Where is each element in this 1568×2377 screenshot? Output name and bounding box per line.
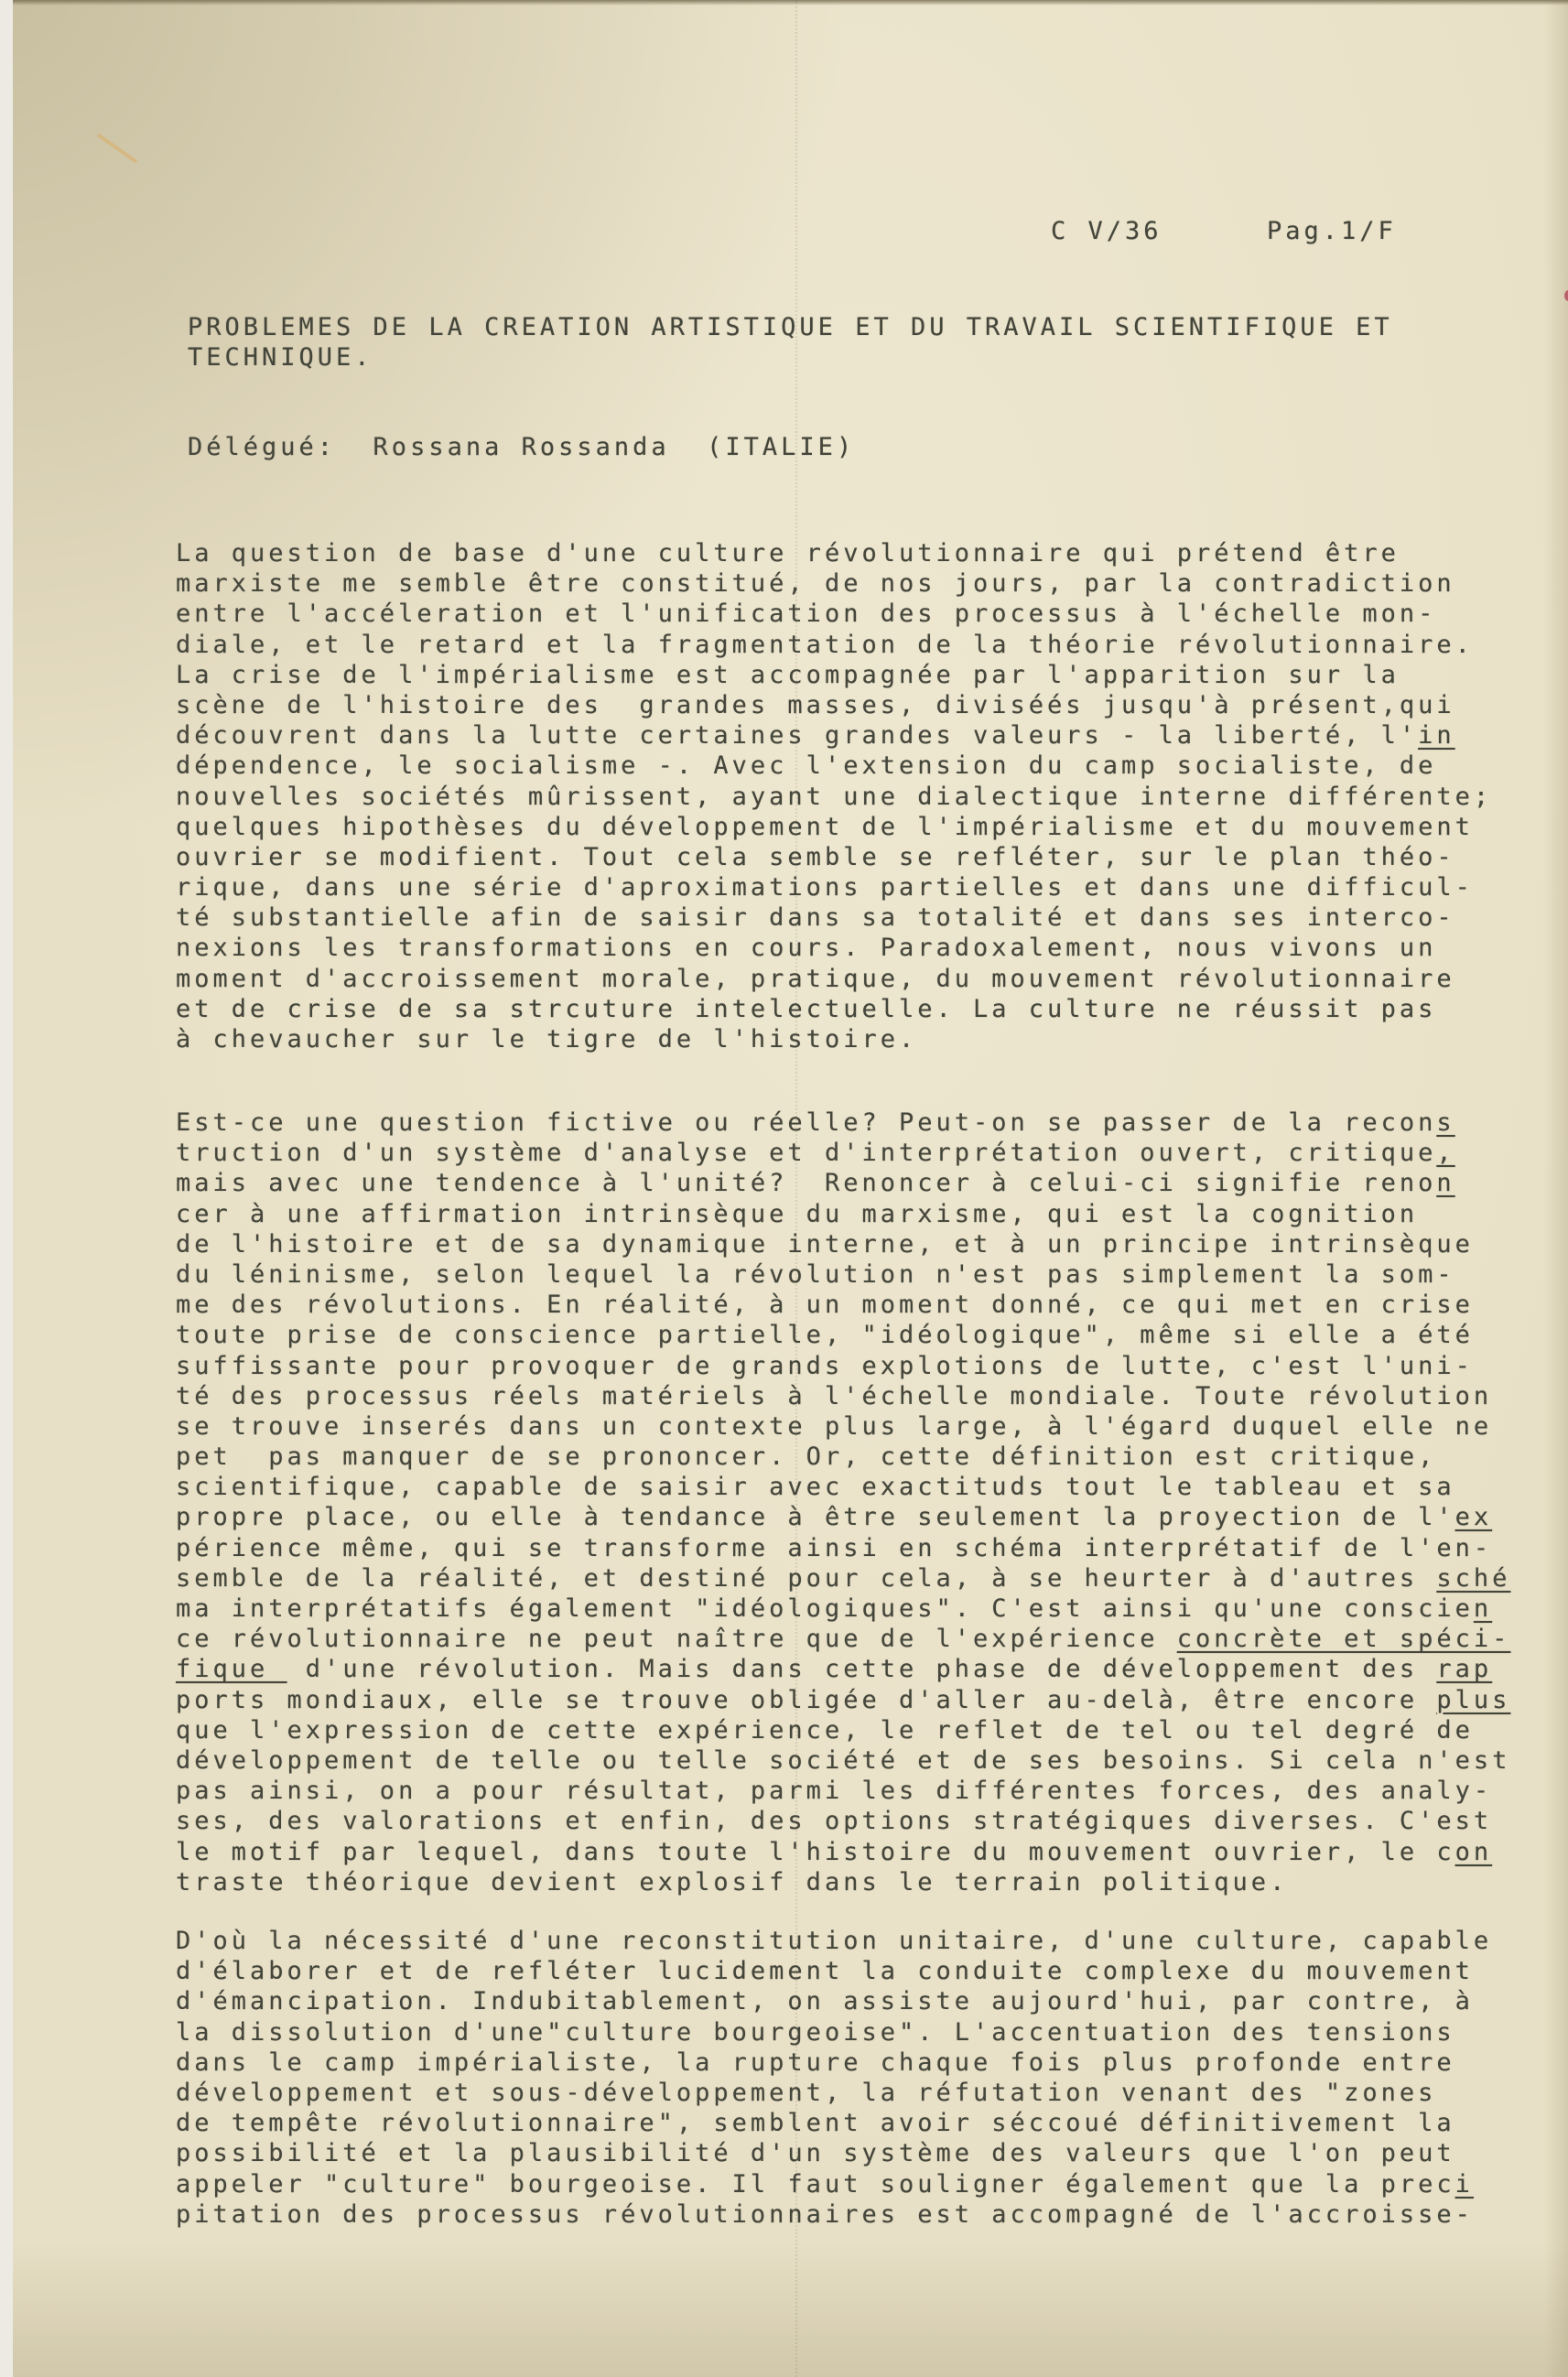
text-line: du léninisme, selon lequel la révolution n'est pas simplement la som- xyxy=(176,1259,1455,1289)
text-line: traste théorique devient explosif dans le terrain politique. xyxy=(176,1867,1289,1896)
text-line: dépendence, le socialisme -. Avec l'extension du camp socialiste, de xyxy=(176,751,1437,781)
text-line: suffissante pour provoquer de grands explotions de lutte, c'est l'uni- xyxy=(176,1351,1474,1380)
title-line-1: PROBLEMES DE LA CREATION ARTISTIQUE ET DU TRAVAIL SCIENTIFIQUE ET xyxy=(188,313,1393,341)
text-line: cer à une affirmation intrinsèque du marxisme, qui est la cognition xyxy=(176,1199,1419,1228)
text-line: ma interprétatifs également "idéologiques". C'est ainsi qu'une conscien xyxy=(176,1594,1493,1623)
text-line: propre place, ou elle à tendance à être seulement la proyection de l'ex xyxy=(176,1503,1493,1532)
text-line: semble de la réalité, et destiné pour cela, à se heurter à d'autres sché xyxy=(176,1563,1511,1593)
text-line: de l'histoire et de sa dynamique interne, et à un principe intrinsèque xyxy=(176,1229,1474,1259)
text-line: que l'expression de cette expérience, le reflet de tel ou tel degré de xyxy=(176,1715,1474,1745)
text-line: té des processus réels matériels à l'échelle mondiale. Toute révolution xyxy=(176,1381,1493,1410)
paragraph-1 xyxy=(176,538,1492,1054)
text-line: pas ainsi, on a pour résultat, parmi les différentes forces, des analy- xyxy=(176,1777,1493,1806)
text-line: d'émancipation. Indubitablement, on assiste aujourd'hui, par contre, à xyxy=(176,1987,1474,2016)
text-line: nexions les transformations en cours. Paradoxalement, nous vivons un xyxy=(176,934,1437,963)
text-line: appeler "culture" bourgeoise. Il faut souligner également que la preci xyxy=(176,2169,1474,2199)
paragraph-3 xyxy=(176,1926,1492,2230)
text-line: découvrent dans la lutte certaines grandes valeurs - la liberté, l'in xyxy=(176,721,1455,751)
text-line: développement de telle ou telle société et de ses besoins. Si cela n'est xyxy=(176,1745,1511,1775)
text-line: d'élaborer et de refléter lucidement la conduite complexe du mouvement xyxy=(176,1957,1474,1986)
text-line: à chevaucher sur le tigre de l'histoire. xyxy=(176,1025,918,1053)
doc-reference: C V/36 xyxy=(1051,217,1162,245)
text-line: possibilité et la plausibilité d'un système des valeurs que l'on peut xyxy=(176,2139,1455,2168)
text-line: Est-ce une question fictive ou réelle? Peut-on se passer de la recons xyxy=(176,1108,1455,1137)
title-line-2: TECHNIQUE. xyxy=(188,343,373,373)
text-line: dans le camp impérialiste, la rupture chaque fois plus profonde entre xyxy=(176,2047,1455,2077)
text-line: entre l'accéleration et l'unification des processus à l'échelle mon- xyxy=(176,600,1437,629)
delegate-line: Délégué: Rossana Rossanda (ITALIE) xyxy=(188,433,856,461)
text-line: ce révolutionnaire ne peut naître que de l'expérience concrète et spéci- xyxy=(176,1625,1511,1654)
text-line: de tempête révolutionnaire", semblent avoir séccoué définitivement la xyxy=(176,2109,1455,2138)
text-line: scientifique, capable de saisir avec exactituds tout le tableau et sa xyxy=(176,1473,1455,1502)
text-line: diale, et le retard et la fragmentation de la théorie révolutionnaire. xyxy=(176,630,1474,659)
text-line: marxiste me semble être constitué, de nos jours, par la contradiction xyxy=(176,569,1455,599)
text-line: pet pas manquer de se prononcer. Or, cette définition est critique, xyxy=(176,1442,1437,1472)
text-line: nouvelles sociétés mûrissent, ayant une dialectique interne différente; xyxy=(176,782,1493,811)
text-line: scène de l'histoire des grandes masses, diviséés jusqu'à présent,qui xyxy=(176,690,1455,719)
text-line: ports mondiaux, elle se trouve obligée d'aller au-delà, être encore plus xyxy=(176,1685,1511,1714)
text-line: le motif par lequel, dans toute l'histoire du mouvement ouvrier, le con xyxy=(176,1837,1493,1866)
text-line: fique d'une révolution. Mais dans cette phase de développement des rap xyxy=(176,1655,1493,1684)
text-line: té substantielle afin de saisir dans sa totalité et dans ses interco- xyxy=(176,903,1455,933)
text-line: et de crise de sa strcuture intelectuelle. La culture ne réussit pas xyxy=(176,994,1437,1023)
text-line: mais avec une tendence à l'unité? Renoncer à celui-ci signifie renon xyxy=(176,1169,1455,1198)
text-line: développement et sous-développement, la réfutation venant des "zones xyxy=(176,2078,1437,2107)
text-line: périence même, qui se transforme ainsi en schéma interprétatif de l'en- xyxy=(176,1533,1493,1562)
paper-scratch-blemish xyxy=(97,133,138,163)
document-title xyxy=(188,312,1393,373)
text-line: la dissolution d'une"culture bourgeoise". L'accentuation des tensions xyxy=(176,2017,1455,2047)
text-line: D'où la nécessité d'une reconstitution unitaire, d'une culture, capable xyxy=(176,1927,1493,1955)
text-line: moment d'accroissement morale, pratique, du mouvement révolutionnaire xyxy=(176,964,1455,993)
page-reference: Pag.1/F xyxy=(1267,217,1397,245)
text-line: La crise de l'impérialisme est accompagnée par l'apparition sur la xyxy=(176,660,1400,689)
text-line: toute prise de conscience partielle, "idéologique", même si elle a été xyxy=(176,1321,1474,1350)
text-line: rique, dans une série d'aproximations partielles et dans une difficul- xyxy=(176,873,1474,902)
text-line: truction d'un système d'analyse et d'interprétation ouvert, critique, xyxy=(176,1139,1455,1168)
text-line: La question de base d'une culture révolutionnaire qui prétend être xyxy=(176,539,1400,567)
red-ink-dot xyxy=(1564,290,1568,301)
paragraph-2 xyxy=(176,1107,1510,1897)
text-line: pitation des processus révolutionnaires est accompagné de l'accroisse- xyxy=(176,2199,1474,2229)
text-line: ses, des valorations et enfin, des options stratégiques diverses. C'est xyxy=(176,1807,1493,1836)
text-line: ouvrier se modifient. Tout cela semble se refléter, sur le plan théo- xyxy=(176,842,1455,871)
text-line: quelques hipothèses du développement de l'impérialisme et du mouvement xyxy=(176,812,1474,841)
text-line: se trouve inserés dans un contexte plus large, à l'égard duquel elle ne xyxy=(176,1411,1493,1441)
text-line: me des révolutions. En réalité, à un moment donné, ce qui met en crise xyxy=(176,1291,1474,1320)
